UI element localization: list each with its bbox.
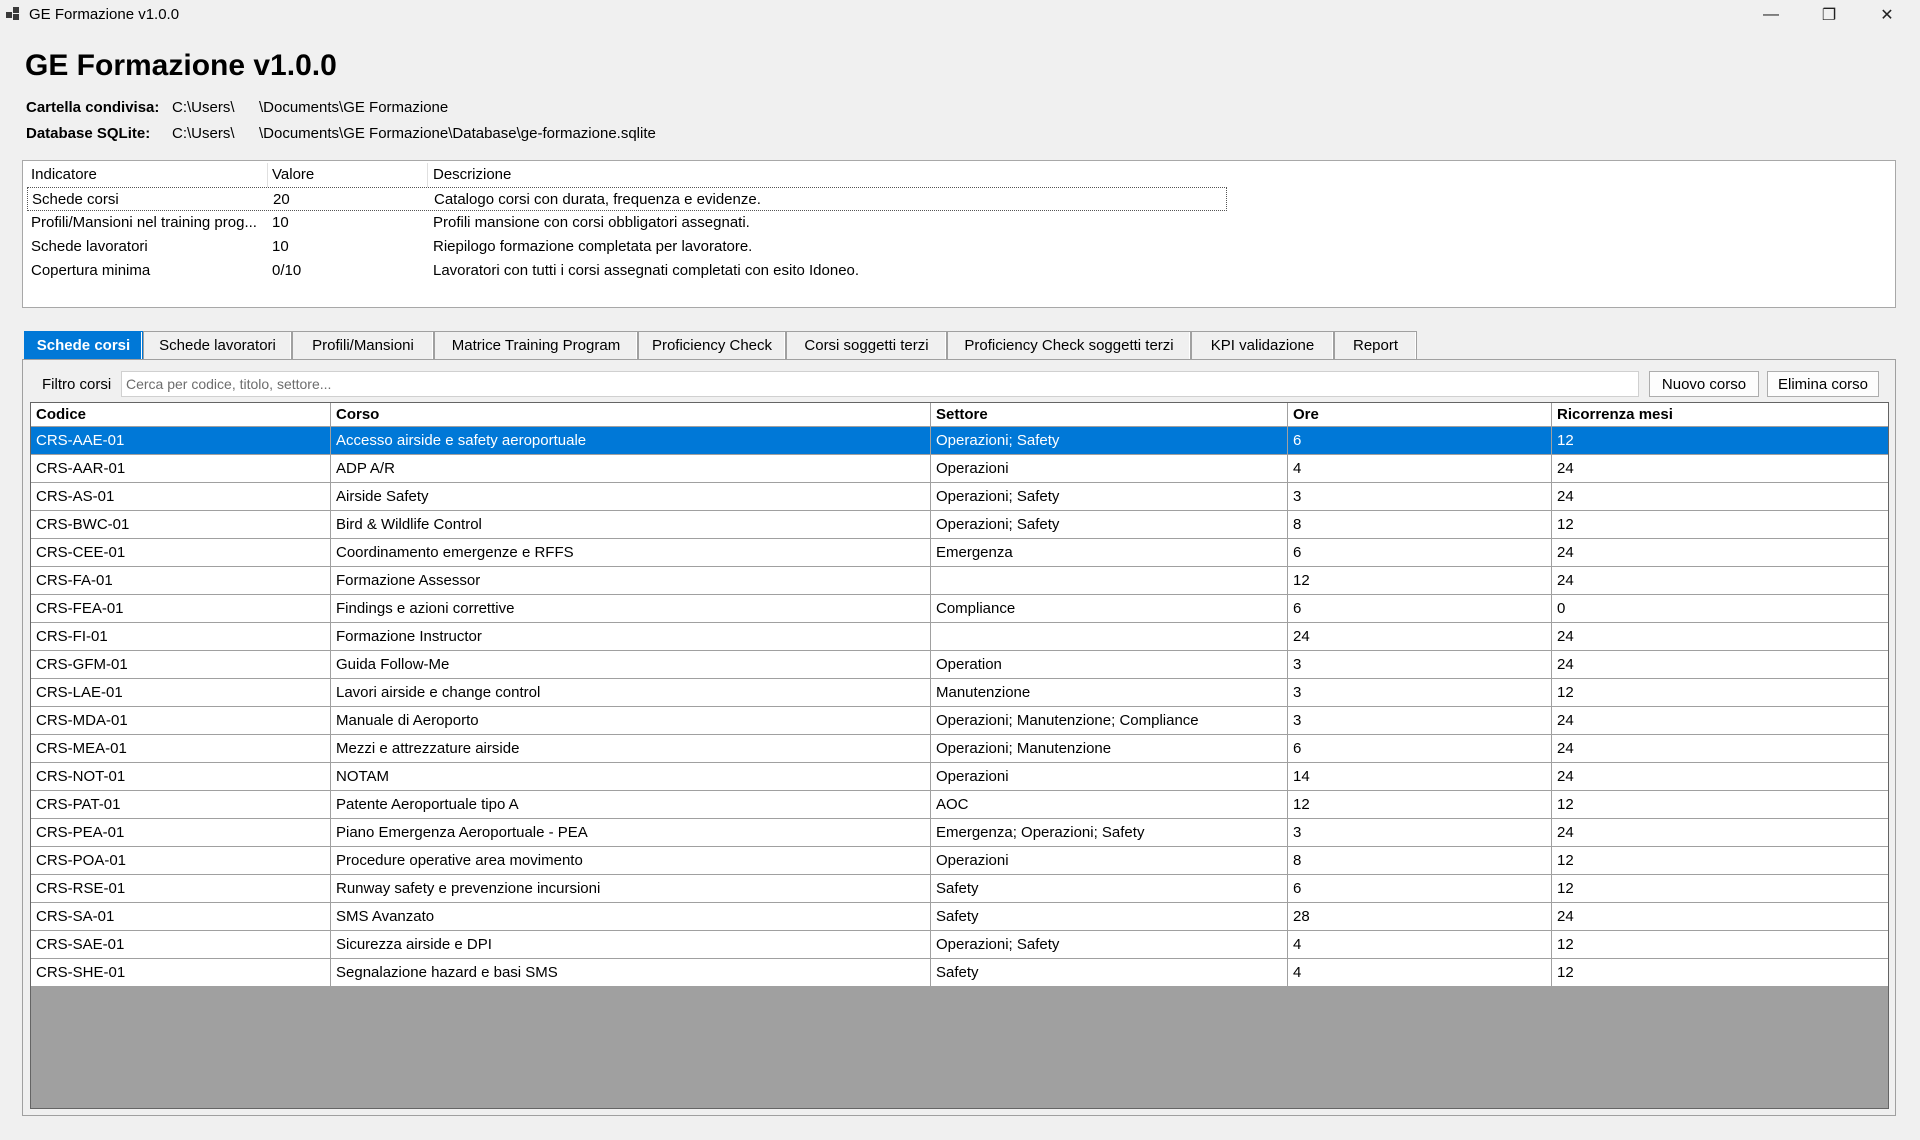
cell-corso[interactable]: Accesso airside e safety aeroportuale [331,427,931,454]
kpi-header [27,163,1227,187]
cell-ricorrenza[interactable]: 12 [1557,516,1574,533]
cell-codice[interactable]: CRS-SAE-01 [31,931,331,958]
kpi-cell-indicator: Profili/Mansioni nel training prog... [31,214,257,231]
cell-ricorrenza[interactable]: 12 [1557,880,1574,897]
database-prefix: C:\Users\ [172,125,235,142]
cell-ricorrenza[interactable]: 24 [1557,740,1574,757]
cell-ore[interactable]: 28 [1288,903,1552,930]
cell-codice[interactable]: CRS-MDA-01 [31,707,331,734]
cell-ore[interactable]: 3 [1288,819,1552,846]
cell-ricorrenza[interactable]: 24 [1557,488,1574,505]
table-row[interactable] [31,427,1888,455]
delete-course-button[interactable]: Elimina corso [1767,371,1879,397]
cell-settore[interactable]: Operazioni; Safety [931,483,1288,510]
cell-corso[interactable]: Findings e azioni correttive [331,595,931,622]
cell-codice[interactable]: CRS-FI-01 [31,623,331,650]
cell-corso[interactable]: Patente Aeroportuale tipo A [331,791,931,818]
minimize-button[interactable] [1742,0,1800,29]
kpi-cell-indicator: Schede corsi [32,191,119,208]
cell-settore[interactable]: Safety [931,875,1288,902]
cell-ore[interactable]: 3 [1288,651,1552,678]
cell-settore[interactable]: Operation [931,651,1288,678]
cell-ore[interactable]: 6 [1288,595,1552,622]
cell-corso[interactable]: NOTAM [331,763,931,790]
cell-ricorrenza[interactable]: 24 [1557,768,1574,785]
cell-corso[interactable]: Airside Safety [331,483,931,510]
kpi-cell-description: Profili mansione con corsi obbligatori assegnati. [433,214,750,231]
restore-icon: ❐ [1821,6,1837,24]
cell-codice[interactable]: CRS-AAE-01 [31,427,331,454]
table-row[interactable] [31,819,1888,847]
table-row[interactable] [31,735,1888,763]
table-row[interactable] [31,903,1888,931]
kpi-cell-value: 10 [272,238,289,255]
table-row[interactable] [31,623,1888,651]
cell-corso[interactable]: Lavori airside e change control [331,679,931,706]
cell-corso[interactable]: Formazione Assessor [331,567,931,594]
kpi-header-indicatore[interactable]: Indicatore [31,166,97,183]
cell-ore[interactable]: 6 [1288,427,1552,454]
tab-panel-schede-corsi [22,359,1896,1116]
cell-ricorrenza[interactable]: 24 [1557,460,1574,477]
cell-ore[interactable]: 6 [1288,875,1552,902]
cell-settore[interactable]: Operazioni [931,763,1288,790]
app-icon [6,7,20,21]
column-header-settore[interactable]: Settore [931,403,1288,426]
column-header-ricorrenza-mesi[interactable]: Ricorrenza mesi [1557,406,1673,423]
kpi-list[interactable] [22,160,1896,308]
page-title: GE Formazione v1.0.0 [25,49,337,82]
cell-ricorrenza[interactable]: 24 [1557,544,1574,561]
cell-ricorrenza[interactable]: 24 [1557,628,1574,645]
shared-folder-label: Cartella condivisa: [26,99,160,116]
cell-ricorrenza[interactable]: 0 [1557,600,1566,617]
cell-codice[interactable]: CRS-AS-01 [31,483,331,510]
cell-corso[interactable]: Runway safety e prevenzione incursioni [331,875,931,902]
table-row[interactable] [31,595,1888,623]
cell-ore[interactable]: 6 [1288,735,1552,762]
cell-codice[interactable]: CRS-FEA-01 [31,595,331,622]
close-button[interactable] [1858,0,1916,29]
tab-proficiency-check-soggetti-terzi[interactable]: Proficiency Check soggetti terzi [947,331,1191,359]
kpi-cell-value: 20 [273,191,290,208]
cell-ricorrenza[interactable]: 12 [1557,964,1574,981]
kpi-row[interactable] [27,211,1227,235]
table-row[interactable] [31,959,1888,987]
kpi-cell-value: 0/10 [272,262,302,279]
cell-corso[interactable]: Sicurezza airside e DPI [331,931,931,958]
database-label: Database SQLite: [26,125,151,142]
cell-settore[interactable]: Emergenza [931,539,1288,566]
tab-kpi-validazione[interactable]: KPI validazione [1191,331,1334,359]
window-titlebar [0,0,1920,29]
kpi-cell-indicator: Schede lavoratori [31,238,148,255]
cell-ore[interactable]: 4 [1288,959,1552,986]
cell-ore[interactable]: 3 [1288,483,1552,510]
cell-corso[interactable]: Manuale di Aeroporto [331,707,931,734]
kpi-row[interactable] [27,259,1227,283]
cell-codice[interactable]: CRS-GFM-01 [31,651,331,678]
cell-settore[interactable]: Operazioni; Manutenzione; Compliance [931,707,1288,734]
table-row[interactable] [31,455,1888,483]
cell-codice[interactable]: CRS-SA-01 [31,903,331,930]
cell-corso[interactable]: SMS Avanzato [331,903,931,930]
cell-codice[interactable]: CRS-MEA-01 [31,735,331,762]
cell-ore[interactable]: 8 [1288,847,1552,874]
cell-codice[interactable]: CRS-AAR-01 [31,455,331,482]
cell-codice[interactable]: CRS-LAE-01 [31,679,331,706]
cell-ore[interactable]: 12 [1288,567,1552,594]
cell-corso[interactable]: ADP A/R [331,455,931,482]
kpi-header-valore[interactable]: Valore [272,166,315,183]
shared-folder-prefix: C:\Users\ [172,99,235,116]
cell-ricorrenza[interactable]: 24 [1557,572,1574,589]
cell-ore[interactable]: 8 [1288,511,1552,538]
cell-corso[interactable]: Mezzi e attrezzature airside [331,735,931,762]
cell-settore[interactable]: Operazioni; Safety [931,427,1288,454]
course-filter-input[interactable] [121,371,1639,397]
cell-corso[interactable]: Procedure operative area movimento [331,847,931,874]
table-row[interactable] [31,791,1888,819]
tab-report[interactable]: Report [1334,331,1417,359]
cell-ore[interactable]: 14 [1288,763,1552,790]
cell-settore[interactable]: AOC [931,791,1288,818]
new-course-button[interactable]: Nuovo corso [1649,371,1759,397]
table-row[interactable] [31,539,1888,567]
cell-codice[interactable]: CRS-POA-01 [31,847,331,874]
column-header-corso[interactable]: Corso [331,403,931,426]
grid-header [31,403,1888,427]
cell-settore[interactable]: Manutenzione [931,679,1288,706]
table-row[interactable] [31,679,1888,707]
cell-settore[interactable]: Operazioni; Safety [931,511,1288,538]
cell-ricorrenza[interactable]: 12 [1557,796,1574,813]
window-title: GE Formazione v1.0.0 [29,6,180,23]
cell-ore[interactable]: 3 [1288,679,1552,706]
cell-ricorrenza[interactable]: 24 [1557,824,1574,841]
cell-settore[interactable]: Emergenza; Operazioni; Safety [931,819,1288,846]
cell-corso[interactable]: Bird & Wildlife Control [331,511,931,538]
minimize-icon: — [1763,5,1779,23]
table-row[interactable] [31,763,1888,791]
column-header-codice[interactable]: Codice [31,403,331,426]
table-row[interactable] [31,931,1888,959]
tab-profili-mansioni[interactable]: Profili/Mansioni [292,331,434,359]
tab-proficiency-check[interactable]: Proficiency Check [638,331,786,359]
tab-matrice-training-program[interactable]: Matrice Training Program [434,331,638,359]
courses-grid[interactable] [30,402,1889,1109]
cell-codice[interactable]: CRS-BWC-01 [31,511,331,538]
cell-codice[interactable]: CRS-FA-01 [31,567,331,594]
column-header-ore[interactable]: Ore [1288,403,1552,426]
cell-settore[interactable]: Operazioni [931,847,1288,874]
database-path: \Documents\GE Formazione\Database\ge-formazione.sqlite [259,125,656,142]
cell-codice[interactable]: CRS-PEA-01 [31,819,331,846]
close-icon: ✕ [1880,6,1894,24]
cell-settore[interactable]: Compliance [931,595,1288,622]
kpi-cell-indicator: Copertura minima [31,262,151,279]
cell-ricorrenza[interactable]: 12 [1557,684,1574,701]
cell-settore[interactable]: Operazioni [931,455,1288,482]
cell-settore[interactable]: Operazioni; Safety [931,931,1288,958]
cell-codice[interactable]: CRS-PAT-01 [31,791,331,818]
kpi-cell-value: 10 [272,214,289,231]
kpi-header-descrizione[interactable]: Descrizione [433,166,512,183]
table-row[interactable] [31,511,1888,539]
filter-label: Filtro corsi [42,376,112,393]
tab-schede-corsi[interactable]: Schede corsi [24,331,143,359]
kpi-cell-description: Riepilogo formazione completata per lavoratore. [433,238,753,255]
cell-corso[interactable]: Guida Follow-Me [331,651,931,678]
table-row[interactable] [31,847,1888,875]
cell-codice[interactable]: CRS-NOT-01 [31,763,331,790]
table-row[interactable] [31,875,1888,903]
cell-codice[interactable]: CRS-RSE-01 [31,875,331,902]
shared-folder-path: \Documents\GE Formazione [259,99,449,116]
cell-ricorrenza[interactable]: 12 [1557,936,1574,953]
cell-ore[interactable]: 24 [1288,623,1552,650]
cell-settore[interactable]: Safety [931,903,1288,930]
cell-ricorrenza[interactable]: 24 [1557,712,1574,729]
cell-ricorrenza[interactable]: 12 [1557,852,1574,869]
cell-settore[interactable] [931,567,1288,594]
cell-ore[interactable]: 4 [1288,931,1552,958]
table-row[interactable] [31,567,1888,595]
cell-ricorrenza[interactable]: 24 [1557,908,1574,925]
kpi-cell-description: Catalogo corsi con durata, frequenza e evidenze. [434,191,761,208]
cell-ricorrenza[interactable]: 12 [1557,432,1574,449]
cell-settore[interactable]: Safety [931,959,1288,986]
maximize-button[interactable] [1800,0,1858,29]
cell-corso[interactable]: Coordinamento emergenze e RFFS [331,539,931,566]
cell-corso[interactable]: Piano Emergenza Aeroportuale - PEA [331,819,931,846]
cell-ore[interactable]: 3 [1288,707,1552,734]
cell-codice[interactable]: CRS-SHE-01 [31,959,331,986]
cell-codice[interactable]: CRS-CEE-01 [31,539,331,566]
cell-ore[interactable]: 12 [1288,791,1552,818]
table-row[interactable] [31,483,1888,511]
cell-ricorrenza[interactable]: 24 [1557,656,1574,673]
cell-ore[interactable]: 4 [1288,455,1552,482]
cell-settore[interactable] [931,623,1288,650]
kpi-row[interactable] [27,187,1227,211]
tab-schede-lavoratori[interactable]: Schede lavoratori [143,331,292,359]
tab-corsi-soggetti-terzi[interactable]: Corsi soggetti terzi [786,331,947,359]
cell-corso[interactable]: Formazione Instructor [331,623,931,650]
cell-corso[interactable]: Segnalazione hazard e basi SMS [331,959,931,986]
table-row[interactable] [31,707,1888,735]
table-row[interactable] [31,651,1888,679]
cell-settore[interactable]: Operazioni; Manutenzione [931,735,1288,762]
kpi-cell-description: Lavoratori con tutti i corsi assegnati completati con esito Idoneo. [433,262,860,279]
cell-ore[interactable]: 6 [1288,539,1552,566]
kpi-row[interactable] [27,235,1227,259]
